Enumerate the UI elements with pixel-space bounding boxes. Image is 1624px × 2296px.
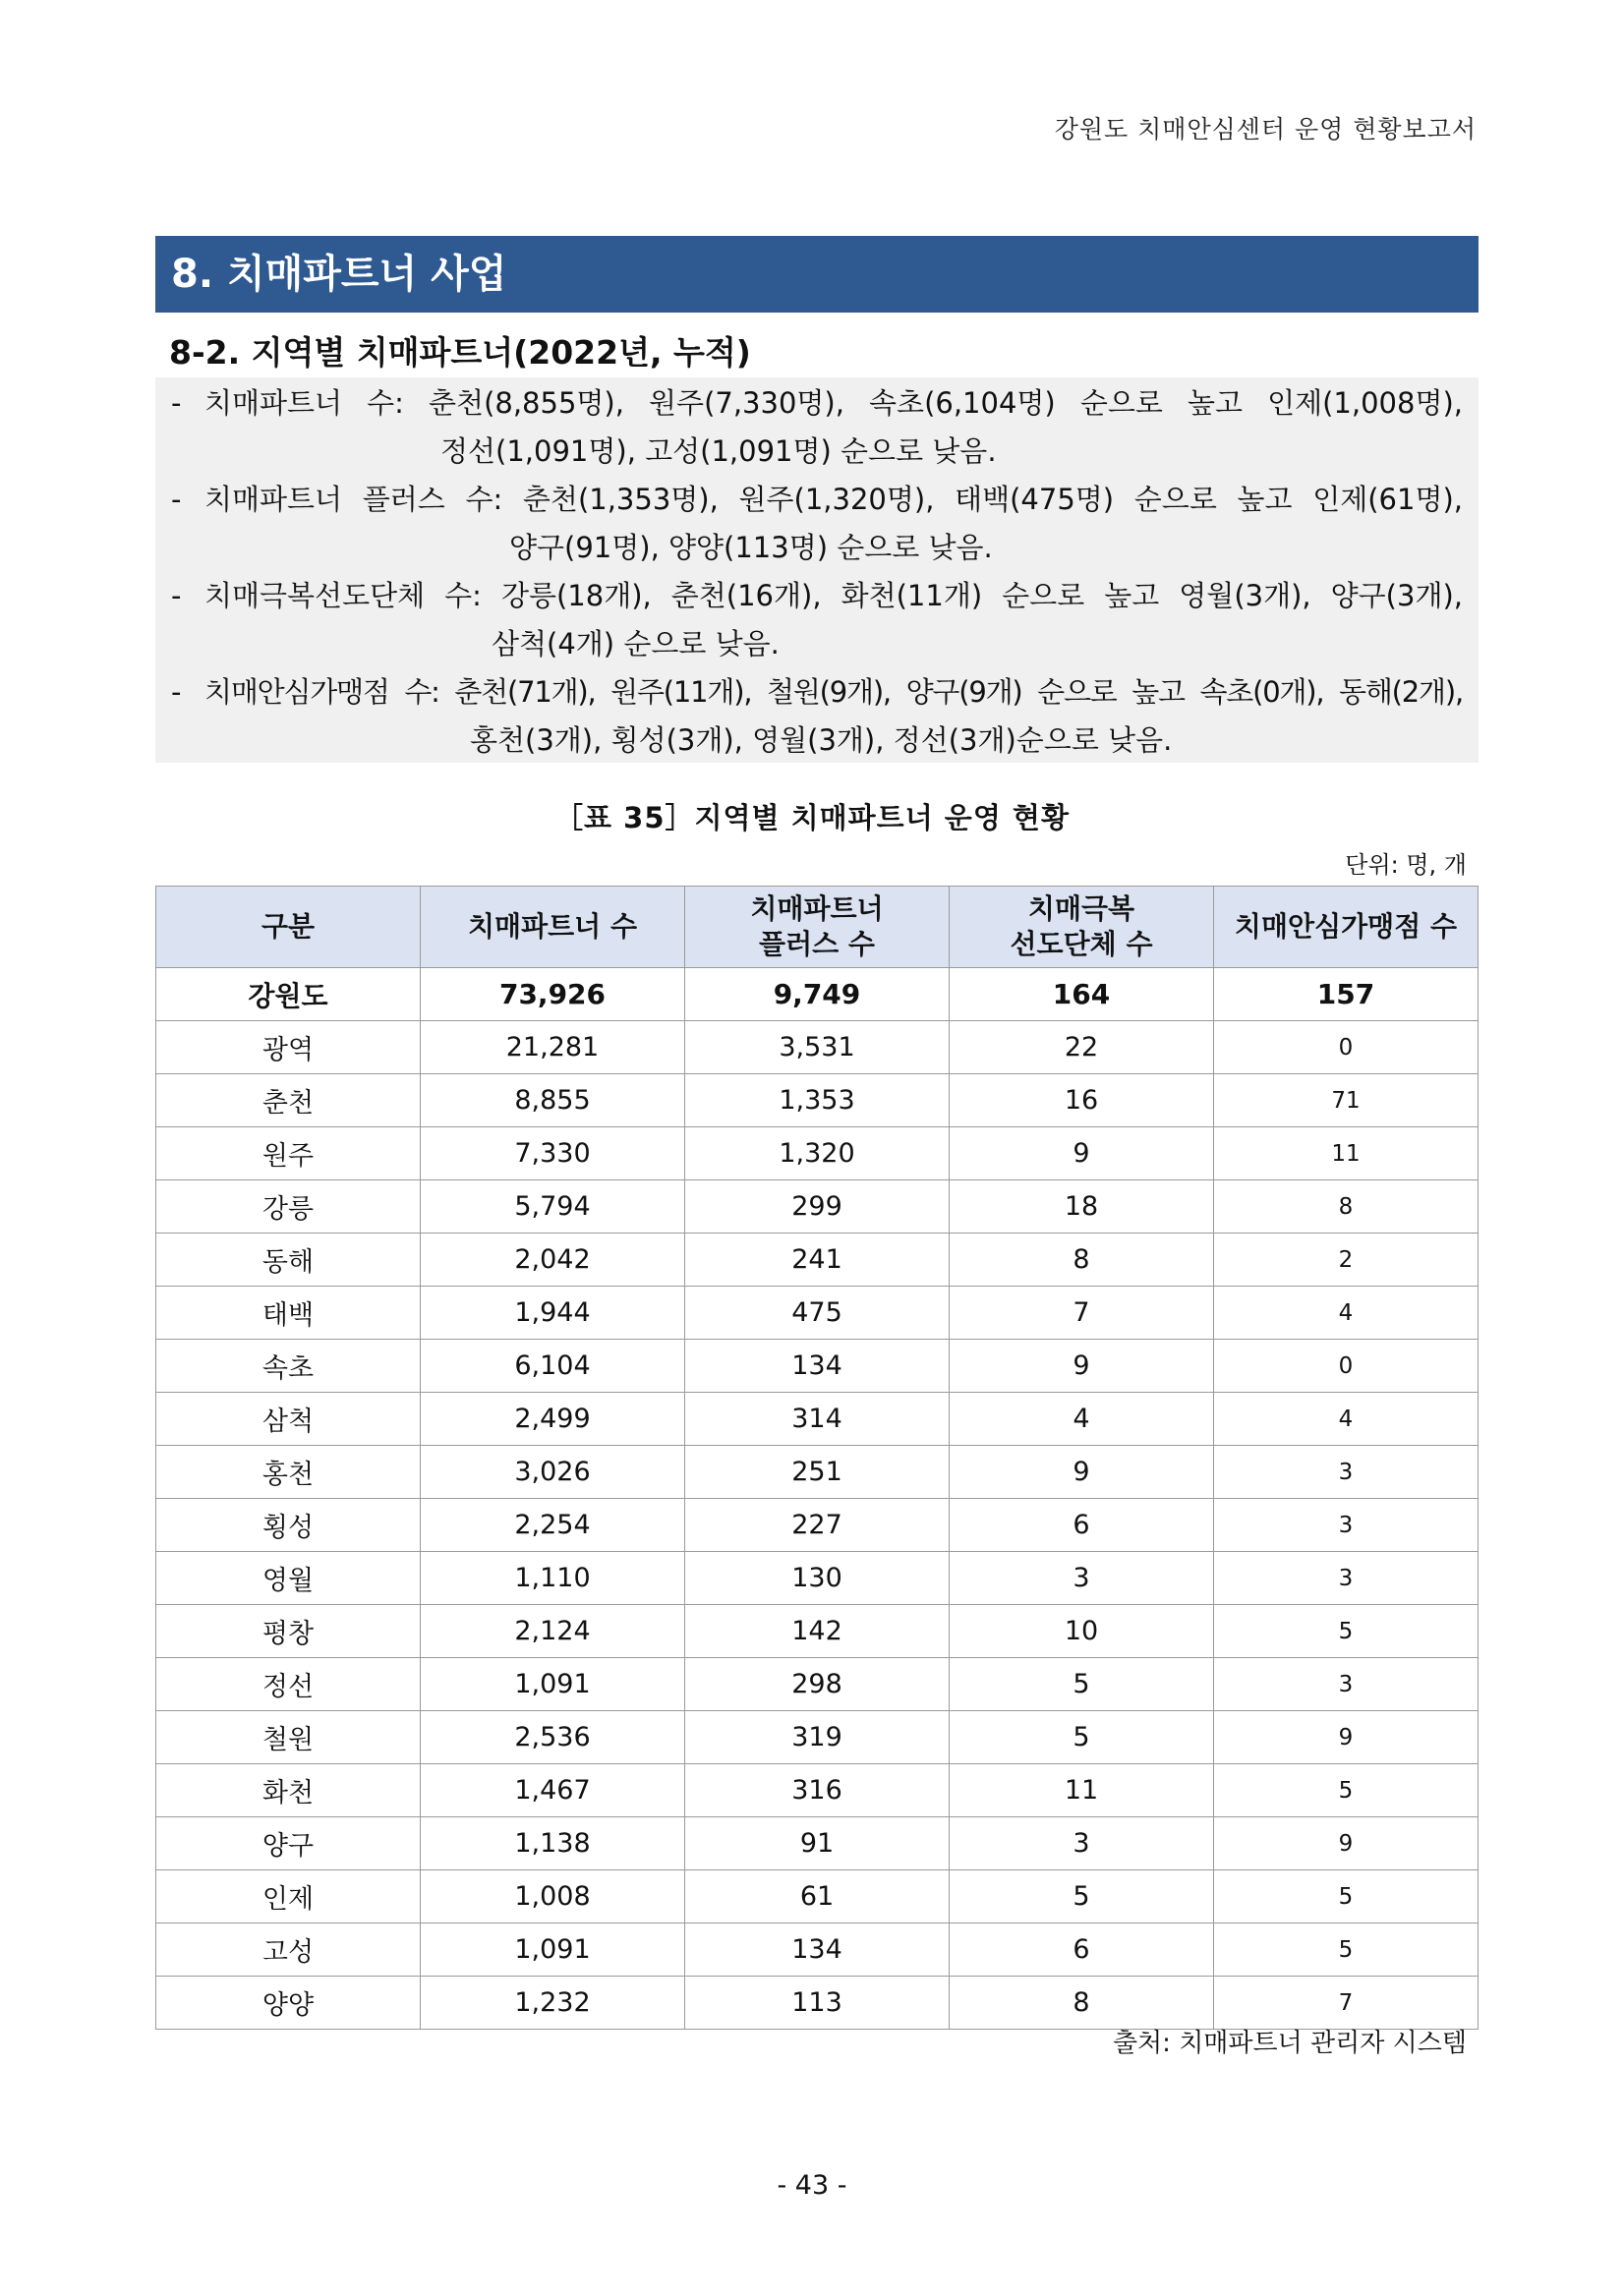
table-row xyxy=(156,1340,1479,1393)
table-row xyxy=(156,1127,1479,1180)
table-cell: 142 xyxy=(685,1605,950,1658)
table-cell: 8,855 xyxy=(421,1074,685,1127)
table-total-row xyxy=(156,968,1479,1021)
table-cell: 양양 xyxy=(156,1977,421,2030)
table-cell: 삼척 xyxy=(156,1393,421,1446)
table-cell: 3 xyxy=(950,1817,1214,1870)
table-cell: 3 xyxy=(1214,1658,1479,1711)
table-cell: 6 xyxy=(950,1923,1214,1977)
table-row xyxy=(156,1923,1479,1977)
table-cell: 8 xyxy=(950,1977,1214,2030)
table-cell: 11 xyxy=(1214,1127,1479,1180)
table-cell: 130 xyxy=(685,1552,950,1605)
column-header-category: 구분 xyxy=(156,887,421,968)
table-cell: 0 xyxy=(1214,1021,1479,1074)
table-cell: 1,353 xyxy=(685,1074,950,1127)
table-cell: 18 xyxy=(950,1180,1214,1234)
column-header-partners-plus: 치매파트너 플러스 수 xyxy=(685,887,950,968)
table-cell: 1,091 xyxy=(421,1658,685,1711)
summary-item xyxy=(171,668,1463,765)
table-cell: 5 xyxy=(1214,1870,1479,1923)
summary-line: 삼척(4개) 순으로 낮음. xyxy=(492,627,780,660)
table-cell: 5 xyxy=(950,1658,1214,1711)
section-title: 8. 치매파트너 사업 xyxy=(155,236,1479,313)
table-cell: 1,091 xyxy=(421,1923,685,1977)
table-cell: 3,026 xyxy=(421,1446,685,1499)
table-cell: 241 xyxy=(685,1234,950,1287)
table-row xyxy=(156,1446,1479,1499)
table-cell: 양구 xyxy=(156,1817,421,1870)
table-cell: 475 xyxy=(685,1287,950,1340)
table-cell: 1,232 xyxy=(421,1977,685,2030)
table-cell: 298 xyxy=(685,1658,950,1711)
table-source: 출처: 치매파트너 관리자 시스템 xyxy=(1112,2029,1467,2058)
table-cell: 10 xyxy=(950,1605,1214,1658)
table-cell: 3 xyxy=(1214,1446,1479,1499)
table-row xyxy=(156,1074,1479,1127)
table-cell: 철원 xyxy=(156,1711,421,1764)
table-cell: 3 xyxy=(950,1552,1214,1605)
summary-line: 치매파트너 수: 춘천(8,855명), 원주(7,330명), 속초(6,104명) 순으로 높고 인제(1,008명), xyxy=(204,386,1463,420)
running-header: 강원도 치매안심센터 운영 현황보고서 xyxy=(1054,115,1477,144)
table-cell: 314 xyxy=(685,1393,950,1446)
table-cell: 227 xyxy=(685,1499,950,1552)
table-cell: 299 xyxy=(685,1180,950,1234)
table-cell: 319 xyxy=(685,1711,950,1764)
table-cell: 8 xyxy=(1214,1180,1479,1234)
table-cell: 9,749 xyxy=(685,968,950,1021)
table-row xyxy=(156,1605,1479,1658)
table-cell: 3 xyxy=(1214,1552,1479,1605)
table-cell: 164 xyxy=(950,968,1214,1021)
table-row xyxy=(156,1711,1479,1764)
table-cell: 5,794 xyxy=(421,1180,685,1234)
table-cell: 2,254 xyxy=(421,1499,685,1552)
table-cell: 21,281 xyxy=(421,1021,685,1074)
summary-line: 홍천(3개), 횡성(3개), 영월(3개), 정선(3개)순으로 낮음. xyxy=(470,723,1173,757)
table-cell: 인제 xyxy=(156,1870,421,1923)
table-cell: 태백 xyxy=(156,1287,421,1340)
table-cell: 1,320 xyxy=(685,1127,950,1180)
bullet-dash: - xyxy=(171,579,182,612)
table-cell: 7 xyxy=(950,1287,1214,1340)
table-unit: 단위: 명, 개 xyxy=(1345,851,1467,879)
table-cell: 1,944 xyxy=(421,1287,685,1340)
summary-box xyxy=(155,377,1479,763)
table-cell: 2,124 xyxy=(421,1605,685,1658)
table-cell: 강원도 xyxy=(156,968,421,1021)
page-number: - 43 - xyxy=(777,2170,847,2201)
table-cell: 16 xyxy=(950,1074,1214,1127)
table-row xyxy=(156,1021,1479,1074)
subsection-title: 8-2. 지역별 치매파트너(2022년, 누적) xyxy=(169,333,751,372)
table-cell: 71 xyxy=(1214,1074,1479,1127)
table-cell: 1,138 xyxy=(421,1817,685,1870)
table-cell: 정선 xyxy=(156,1658,421,1711)
table-row xyxy=(156,1977,1479,2030)
column-header-partners: 치매파트너 수 xyxy=(421,887,685,968)
table-cell: 광역 xyxy=(156,1021,421,1074)
table-cell: 1,110 xyxy=(421,1552,685,1605)
summary-line: 양구(91명), 양양(113명) 순으로 낮음. xyxy=(509,531,993,564)
table-cell: 홍천 xyxy=(156,1446,421,1499)
summary-item xyxy=(171,476,1463,572)
table-row xyxy=(156,1180,1479,1234)
table-cell: 3 xyxy=(1214,1499,1479,1552)
table-cell: 동해 xyxy=(156,1234,421,1287)
table-cell: 4 xyxy=(950,1393,1214,1446)
table-cell: 5 xyxy=(1214,1923,1479,1977)
table-cell: 속초 xyxy=(156,1340,421,1393)
table-cell: 강릉 xyxy=(156,1180,421,1234)
table-cell: 9 xyxy=(1214,1817,1479,1870)
summary-line: 정선(1,091명), 고성(1,091명) 순으로 낮음. xyxy=(440,434,997,468)
table-cell: 7,330 xyxy=(421,1127,685,1180)
table-cell: 0 xyxy=(1214,1340,1479,1393)
table-cell: 134 xyxy=(685,1923,950,1977)
summary-item xyxy=(171,572,1463,668)
table-cell: 1,467 xyxy=(421,1764,685,1817)
summary-item xyxy=(171,379,1463,476)
table-cell: 춘천 xyxy=(156,1074,421,1127)
table-cell: 4 xyxy=(1214,1393,1479,1446)
table-row xyxy=(156,1552,1479,1605)
table-cell: 9 xyxy=(950,1340,1214,1393)
table-cell: 1,008 xyxy=(421,1870,685,1923)
table-cell: 3,531 xyxy=(685,1021,950,1074)
table-cell: 5 xyxy=(1214,1764,1479,1817)
table-cell: 9 xyxy=(950,1127,1214,1180)
table-cell: 73,926 xyxy=(421,968,685,1021)
table-cell: 9 xyxy=(950,1446,1214,1499)
data-table xyxy=(155,886,1479,2030)
table-row xyxy=(156,1870,1479,1923)
table-row xyxy=(156,1499,1479,1552)
table-cell: 8 xyxy=(950,1234,1214,1287)
table-cell: 316 xyxy=(685,1764,950,1817)
column-header-affiliated-stores: 치매안심가맹점 수 xyxy=(1214,887,1479,968)
bullet-dash: - xyxy=(171,483,182,516)
table-row xyxy=(156,1764,1479,1817)
table-header-row xyxy=(156,887,1479,968)
table-cell: 11 xyxy=(950,1764,1214,1817)
table-cell: 2 xyxy=(1214,1234,1479,1287)
table-cell: 5 xyxy=(1214,1605,1479,1658)
table-cell: 91 xyxy=(685,1817,950,1870)
summary-line: 치매파트너 플러스 수: 춘천(1,353명), 원주(1,320명), 태백(475명) 순으로 높고 인제(61명), xyxy=(204,483,1463,516)
table-row xyxy=(156,1393,1479,1446)
table-cell: 113 xyxy=(685,1977,950,2030)
table-row xyxy=(156,1287,1479,1340)
table-cell: 61 xyxy=(685,1870,950,1923)
summary-line: 치매극복선도단체 수: 강릉(18개), 춘천(16개), 화천(11개) 순으로 높고 영월(3개), 양구(3개), xyxy=(204,579,1463,612)
table-cell: 2,042 xyxy=(421,1234,685,1287)
table-caption: ［표 35］지역별 치매파트너 운영 현황 xyxy=(554,801,1070,834)
bullet-dash: - xyxy=(171,675,182,709)
table-cell: 157 xyxy=(1214,968,1479,1021)
column-header-leading-groups: 치매극복 선도단체 수 xyxy=(950,887,1214,968)
table-cell: 5 xyxy=(950,1711,1214,1764)
bullet-dash: - xyxy=(171,386,182,420)
summary-line: 치매안심가맹점 수: 춘천(71개), 원주(11개), 철원(9개), 양구(9개) 순으로 높고 속초(0개), 동해(2개), xyxy=(204,675,1463,709)
table-cell: 251 xyxy=(685,1446,950,1499)
table-row xyxy=(156,1234,1479,1287)
table-cell: 영월 xyxy=(156,1552,421,1605)
table-row xyxy=(156,1658,1479,1711)
table-row xyxy=(156,1817,1479,1870)
table-cell: 2,499 xyxy=(421,1393,685,1446)
table-cell: 5 xyxy=(950,1870,1214,1923)
table-cell: 134 xyxy=(685,1340,950,1393)
table-cell: 9 xyxy=(1214,1711,1479,1764)
table-cell: 2,536 xyxy=(421,1711,685,1764)
table-cell: 22 xyxy=(950,1021,1214,1074)
table-cell: 7 xyxy=(1214,1977,1479,2030)
table-cell: 원주 xyxy=(156,1127,421,1180)
table-cell: 4 xyxy=(1214,1287,1479,1340)
table-cell: 고성 xyxy=(156,1923,421,1977)
table-cell: 6 xyxy=(950,1499,1214,1552)
table-cell: 횡성 xyxy=(156,1499,421,1552)
table-cell: 평창 xyxy=(156,1605,421,1658)
table-cell: 화천 xyxy=(156,1764,421,1817)
table-cell: 6,104 xyxy=(421,1340,685,1393)
